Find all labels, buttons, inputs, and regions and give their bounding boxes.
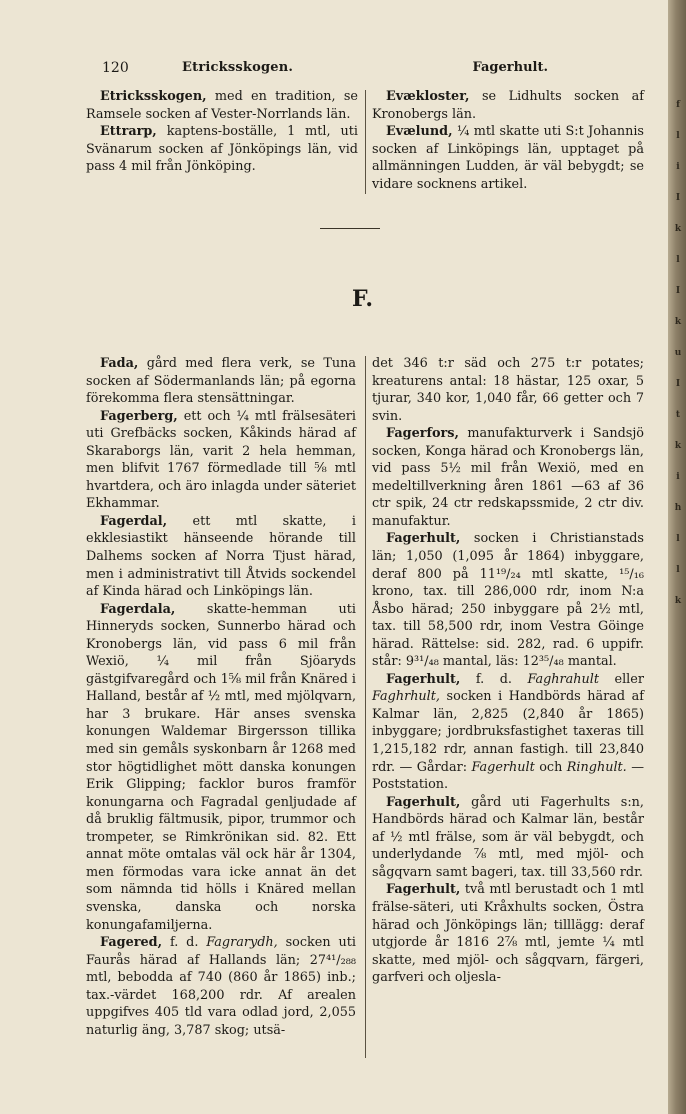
entry-headword: Evælund, [386,124,453,140]
entry-headword: Etricksskogen, [100,89,207,104]
entry-text: f. d. [475,671,512,687]
entry-text: mtl frälse, som är väl bebygdt, och underlydande [372,829,644,863]
entry-evaekloster [372,88,644,123]
entry-fagerhult-1 [372,530,644,670]
entry-fagerhult-2 [372,671,644,794]
column-divider-bottom [365,356,366,1058]
entry-text: eller [614,671,644,687]
top-right-column [372,88,644,193]
entry-headword: Fada, [100,356,139,371]
fraction: 9³¹/₄₈ [405,654,439,670]
entry-text: krono, tax. till 286,000 rdr, inom N:a Åsbo härad; 250 inbyggare på [372,584,644,617]
entry-headword: Fagerberg, [100,408,178,424]
entry-fagerdal [86,513,356,601]
entry-headword: Ettrarp, [100,124,157,140]
fraction: 11¹⁹/₂₄ [479,566,521,582]
right-running-heading: Fagerhult. [472,60,548,75]
section-letter: F. [352,286,374,312]
entry-text: — Poststation. [372,759,645,793]
entry-text: gård med flera verk, se Tuna socken af Södermanlands län; på egorna förekomma flera stensättningar. [86,356,356,407]
running-header [86,58,648,80]
entry-text: ett och [183,408,231,424]
fraction: ¼ [456,124,470,140]
entry-text: mtl hvartdera, och äro inlagda under säteriet Ekhammar. [86,461,356,512]
entry-text: mtl frälsesäteri uti Grefbäcks socken, Kåkinds härad af Skaraborgs län, varit 2 hela hemman, men blifvit 1767 förmedlade till [86,408,357,477]
entry-text: två mtl berustadt och 1 mtl frälse-säteri, uti Kråxhults socken, Östra härad och Jönköpings län; tilllägg: deraf utgjorde år 1816 [372,882,644,951]
entry-ettrarp [86,123,358,176]
entry-text: f. d. [169,935,199,951]
entry-fagerhult-4 [372,881,644,986]
fraction: ¼ [602,935,615,951]
entry-text: se Lidhults socken af Kronobergs län. [372,89,644,122]
fraction: ½ [207,689,221,705]
entry-italic: Fagrarydh, [206,935,278,951]
entry-text: socken i Christianstads län; 1,050 (1,095 år 1864) inbyggare, deraf 800 på [372,531,644,582]
entry-text: manufakturverk i Sandsjö socken, Konga härad och Kronobergs län, vid pass [372,426,644,477]
entry-text: mil från Sjöaryds gästgifvaregård och [86,654,356,687]
entry-fagerhult-3 [372,794,644,882]
entry-text: mil från Knäred i Halland, består af [86,671,356,705]
top-left-column [86,88,358,176]
entry-text: mtl skatte, med mjöl- och sågqvarn, färgeri, garfveri och oljesla- [372,935,644,986]
entry-headword: Fagerhult, [386,531,461,547]
left-column [86,355,356,1039]
entry-text: mtl, bebodda af 740 (860 år 1865) inb.; tax.-värdet 168,200 rdr. Af arealen uppgifves 405 tld vara odlad jord, 2,055 naturlig äng, 3,787 skog; utsä- [86,970,356,1038]
entry-italic: Faghrhult, [372,689,440,705]
entry-fagered [86,934,356,1039]
entry-italic: Ringhult. [566,759,627,775]
column-divider-top [365,90,366,194]
entry-headword: Fagered, [100,935,163,951]
edge-glyphs: f l i I k l I k u I t k i h l l k [674,100,682,606]
entry-text: mtl, med mjöl- och sågqvarn samt bageri, tax. till 33,560 rdr. [372,847,644,880]
entry-text: och [539,759,563,775]
entry-headword: Fagerdala, [100,601,176,617]
entry-fada [86,355,356,408]
left-running-heading: Etricksskogen. [182,60,294,75]
entry-fagerberg [86,408,356,513]
fraction: 2⅞ [496,935,518,951]
entry-headword: Fagerdal, [100,513,168,529]
entry-headword: Fagerhult, [386,671,461,687]
fraction: ¹⁵/₁₆ [619,566,644,582]
entry-headword: Fagerfors, [386,426,459,442]
entry-text: mtl skatte, [531,566,609,582]
fraction: 12³⁵/₄₈ [522,654,564,670]
entry-text: mtl, tax. till 58,500 rdr, inom Vestra Göinge härad. Rättelse: sid. 282, rad. 6 uppifr. står: [372,601,644,670]
right-column [372,355,644,987]
entry-text: socken i Handbörds härad af Kalmar län, 2,825 (2,840 år 1865) inbyggare; jordbruksfastighet taxeras till 1,215,182 rdr, annan fastigh. till 23,840 rdr. — Gårdar: [372,689,644,775]
entry-text: gård uti Fagerhults s:n, Handbörds härad och Kalmar län, består af [372,794,644,845]
entry-headword: Evækloster, [386,89,470,104]
entry-text: mil från Wexiö, med en medeltillverkning åren 1861 —63 af 36 ctr spik, 24 ctr redskapssmide, 2 ctr div. manufaktur. [372,461,644,529]
entry-fagerfors [372,425,644,530]
fraction: 27⁴¹/₂₈₈ [309,952,356,968]
section-rule [320,228,380,229]
fraction: ½ [390,829,403,845]
entry-text: mtl, jemte [525,935,595,951]
entry-text: mtl, med mjölqvarn, har 3 brukare. Här anses svenska konungen Waldemar Birgersson tillika med sin gemåls syskonbarn år 1268 med stor högtidlighet mött danska konungen Erik Glipping; facklor buros framför konungarna och Fagradal genljudade af då bruklig fältmusik, pipor, trummor och trompeter, se Rimkrönikan sid. 82. Ett annat möte omtalas väl ock här år 1304, men förmodas vara icke annat än det som nämnda tid hölls i Knäred mellan svenska, danska och norska konungafamiljerna. [86,689,357,933]
fraction: ⅝ [314,461,327,477]
fraction: 1⅝ [220,671,242,687]
entry-text: kaptens-boställe, 1 mtl, uti Svänarum socken af Jönköpings län, vid pass 4 mil från Jönköping. [86,124,358,175]
entry-continuation [372,355,644,425]
entry-text: skatte-hemman uti Hinneryds socken, Sunnerbo härad och Kronobergs län, vid pass 6 mil från Wexiö, [86,601,356,670]
entry-etricksskogen [86,88,358,123]
entry-text: mantal. [567,654,617,670]
fraction: ¼ [236,408,249,424]
fraction: ⅞ [473,847,487,863]
entry-italic: Fagerhult [471,759,535,775]
page-number: 120 [102,60,129,76]
entry-text: det 346 t:r säd och 275 t:r potates; kreaturens antal: 18 hästar, 125 oxar, 5 tjurar, 340 kor, 1,040 får, 66 getter och 7 svin. [372,356,644,424]
entry-text: mtl skatte uti S:t Johannis socken af Linköpings län, upptaget på allmänningen Ludden, är väl bebygdt; se vidare socknens artikel. [372,124,644,192]
entry-italic: Faghrahult [527,671,600,687]
fraction: ¼ [156,654,170,670]
entry-fagerdala [86,601,356,934]
entry-text: med en tradition, se Ramsele socken af Vester-Norrlands län. [86,89,358,122]
entry-headword: Fagerhult, [386,882,461,898]
entry-headword: Fagerhult, [386,794,461,810]
entry-text: ett mtl skatte, i ekklesiastikt hänseende hörande till Dalhems socken af Norra Tjust härad, men i administrativt till Åtvids sockendel af Kinda härad och Linköpings län. [86,513,356,600]
fraction: 2½ [590,601,611,617]
entry-text: socken uti Faurås härad af Hallands län; [86,935,356,968]
entry-text: mantal, läs: [442,654,519,670]
fraction: 5½ [440,461,461,477]
entry-evaelund [372,123,644,193]
book-edge [668,0,686,1114]
